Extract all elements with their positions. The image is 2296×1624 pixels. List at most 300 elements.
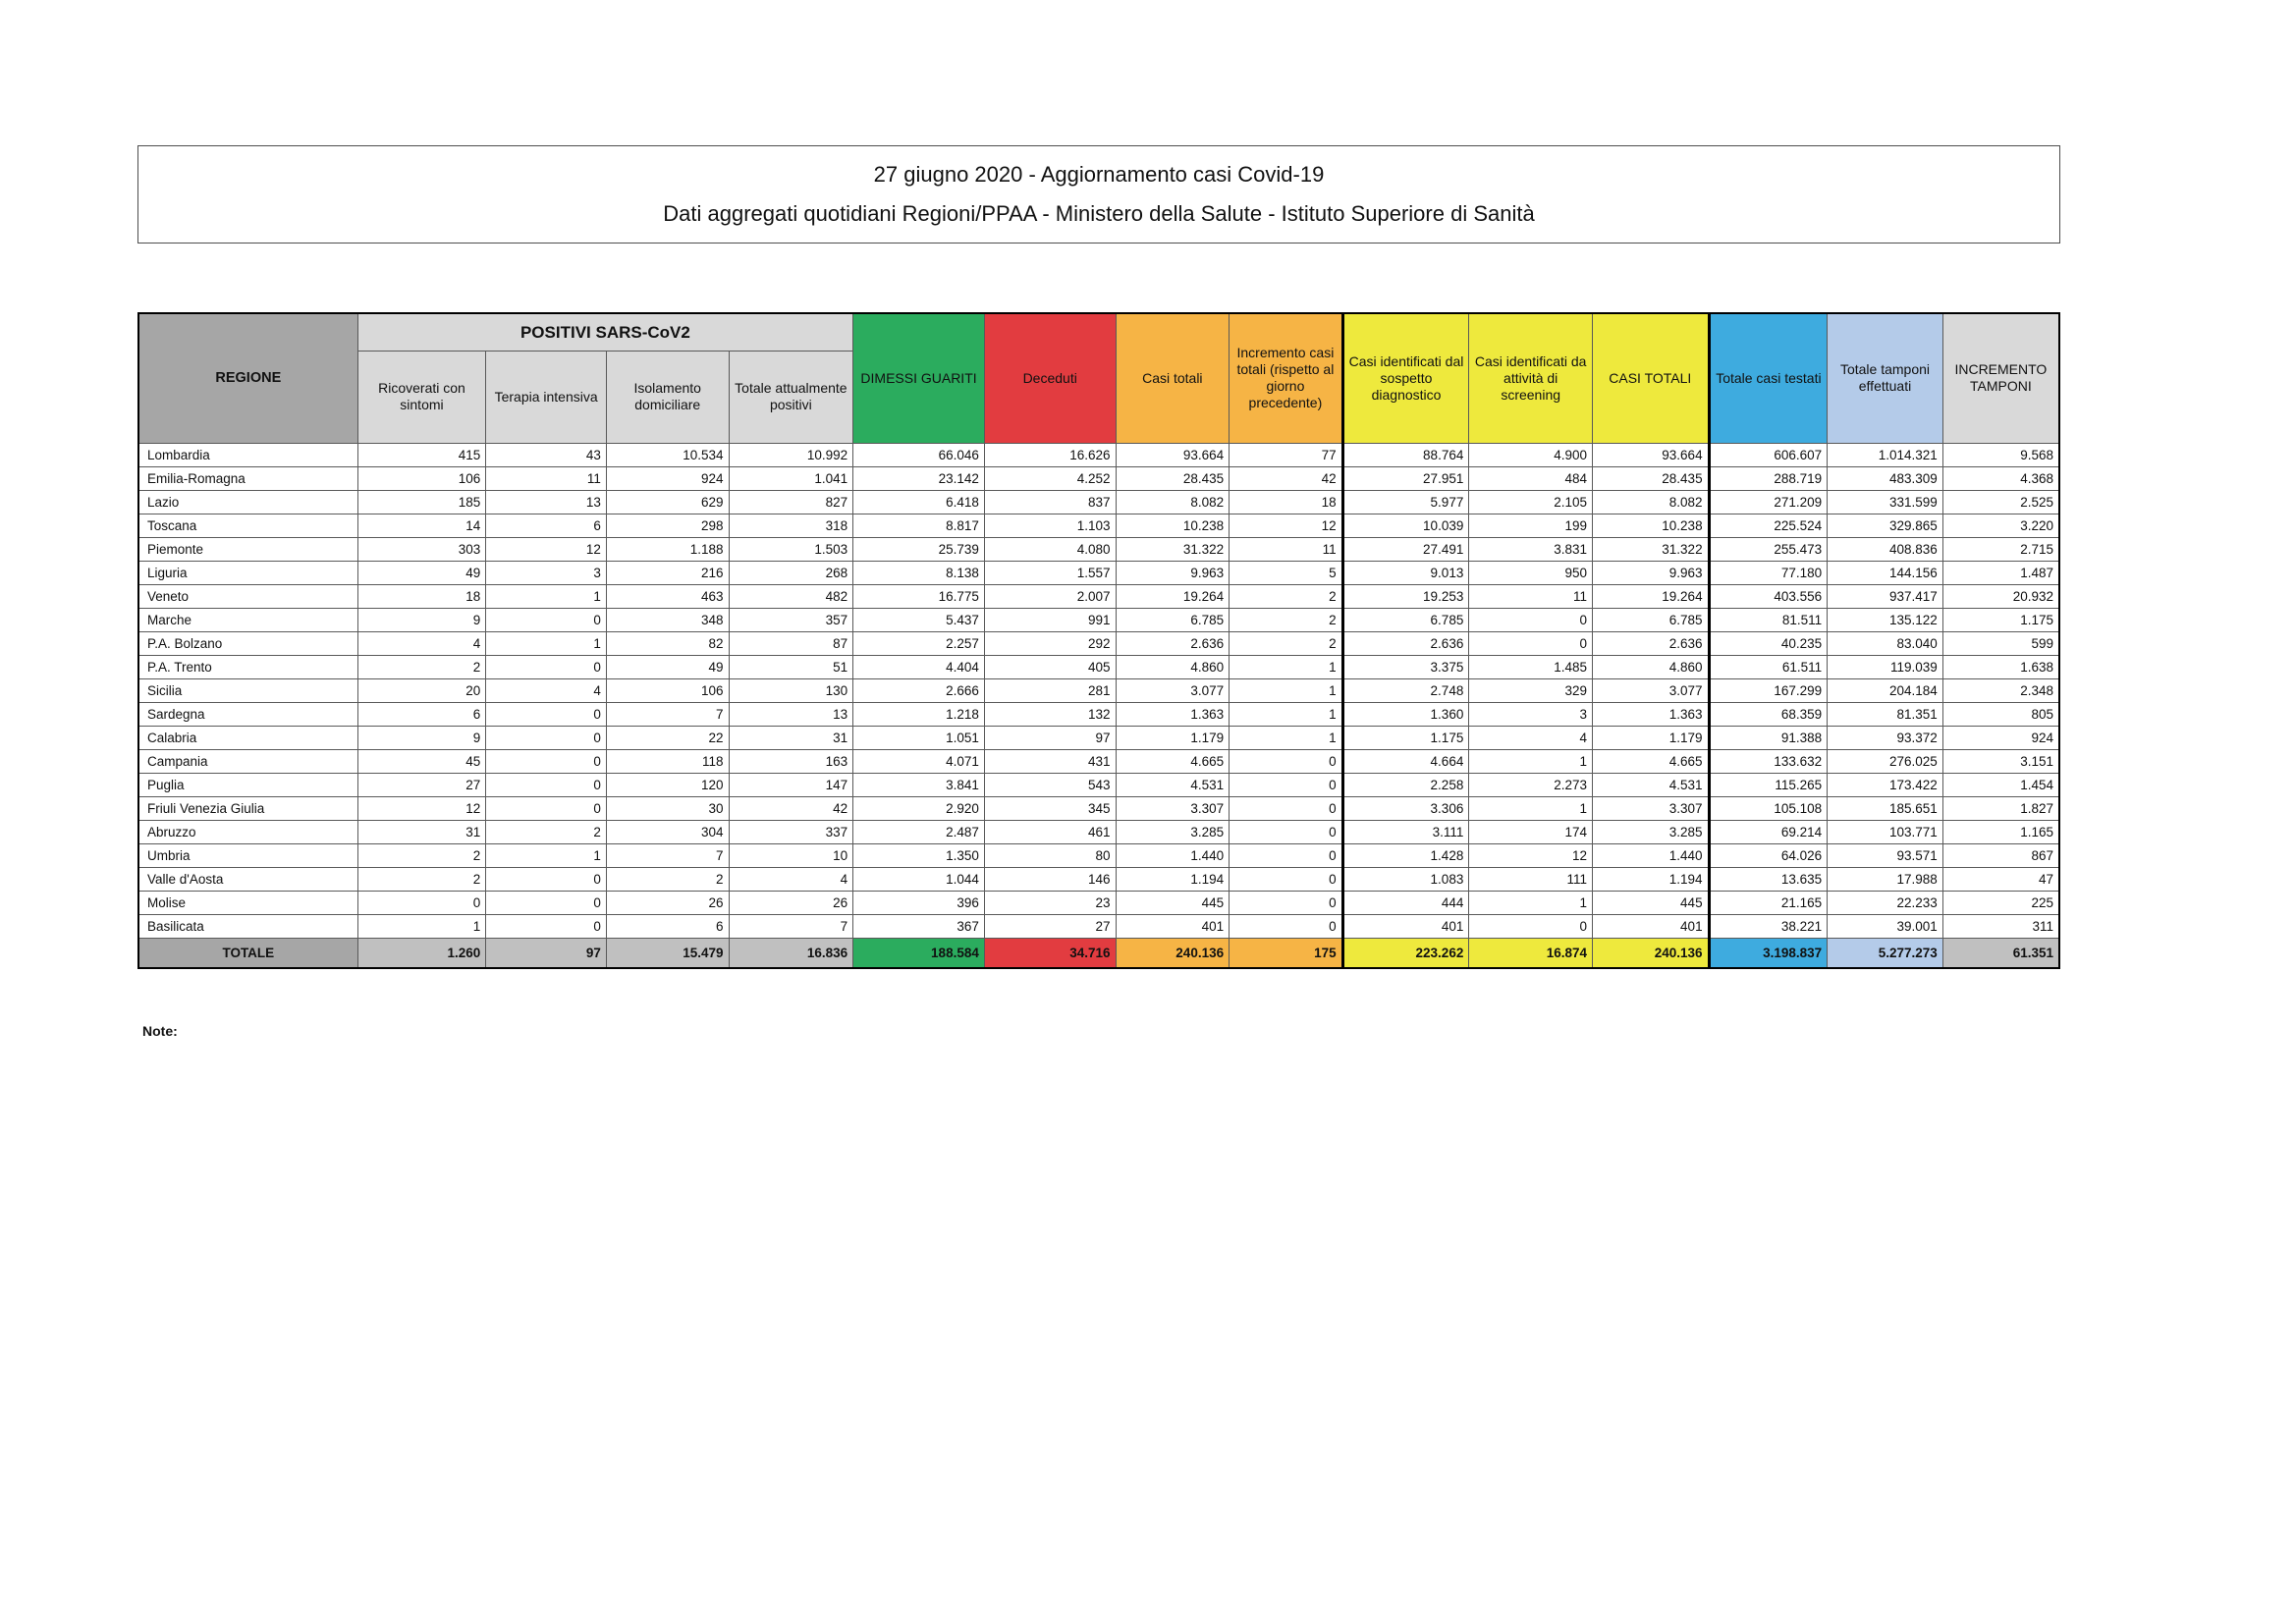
value-cell: 61.511 — [1709, 655, 1828, 678]
value-cell: 10.039 — [1342, 514, 1469, 537]
value-cell: 19.253 — [1342, 584, 1469, 608]
value-cell: 11 — [1469, 584, 1593, 608]
value-cell: 6 — [486, 514, 607, 537]
region-cell: Valle d'Aosta — [138, 867, 357, 891]
value-cell: 1 — [1469, 796, 1593, 820]
value-cell: 11 — [486, 466, 607, 490]
table-row — [138, 584, 2059, 608]
value-cell: 66.046 — [853, 443, 985, 466]
region-cell: Toscana — [138, 514, 357, 537]
header-isolamento-domiciliare: Isolamento domiciliare — [606, 351, 729, 443]
value-cell: 28.435 — [1592, 466, 1709, 490]
value-cell: 135.122 — [1828, 608, 1943, 631]
value-cell: 97 — [984, 726, 1116, 749]
value-cell: 81.511 — [1709, 608, 1828, 631]
value-cell: 106 — [357, 466, 486, 490]
value-cell: 31 — [729, 726, 853, 749]
value-cell: 21.165 — [1709, 891, 1828, 914]
value-cell: 9 — [357, 726, 486, 749]
region-cell: Marche — [138, 608, 357, 631]
value-cell: 2 — [486, 820, 607, 843]
value-cell: 2.007 — [984, 584, 1116, 608]
value-cell: 345 — [984, 796, 1116, 820]
value-cell: 3.841 — [853, 773, 985, 796]
value-cell: 396 — [853, 891, 985, 914]
value-cell: 0 — [1469, 631, 1593, 655]
value-cell: 83.040 — [1828, 631, 1943, 655]
table-row — [138, 843, 2059, 867]
table-row — [138, 914, 2059, 938]
table-row — [138, 867, 2059, 891]
value-cell: 19.264 — [1116, 584, 1230, 608]
value-cell: 0 — [357, 891, 486, 914]
value-cell: 0 — [1230, 891, 1343, 914]
value-cell: 303 — [357, 537, 486, 561]
value-cell: 4.080 — [984, 537, 1116, 561]
value-cell: 6.785 — [1592, 608, 1709, 631]
totale-value-cell: 16.836 — [729, 938, 853, 968]
value-cell: 163 — [729, 749, 853, 773]
header-deceduti: Deceduti — [984, 313, 1116, 443]
value-cell: 119.039 — [1828, 655, 1943, 678]
value-cell: 483.309 — [1828, 466, 1943, 490]
value-cell: 132 — [984, 702, 1116, 726]
value-cell: 444 — [1342, 891, 1469, 914]
region-cell: Emilia-Romagna — [138, 466, 357, 490]
value-cell: 19.264 — [1592, 584, 1709, 608]
value-cell: 10.238 — [1592, 514, 1709, 537]
value-cell: 2.487 — [853, 820, 985, 843]
header-group-positivi: POSITIVI SARS-CoV2 — [357, 313, 853, 351]
value-cell: 2.748 — [1342, 678, 1469, 702]
totale-value-cell: 3.198.837 — [1709, 938, 1828, 968]
value-cell: 3.077 — [1116, 678, 1230, 702]
value-cell: 4 — [1469, 726, 1593, 749]
value-cell: 3 — [1469, 702, 1593, 726]
header-casi-screening: Casi identificati da attività di screening — [1469, 313, 1593, 443]
value-cell: 304 — [606, 820, 729, 843]
region-cell: Calabria — [138, 726, 357, 749]
value-cell: 3.285 — [1116, 820, 1230, 843]
value-cell: 77.180 — [1709, 561, 1828, 584]
value-cell: 4.900 — [1469, 443, 1593, 466]
value-cell: 43 — [486, 443, 607, 466]
table-row — [138, 726, 2059, 749]
value-cell: 9.963 — [1116, 561, 1230, 584]
value-cell: 1.440 — [1592, 843, 1709, 867]
value-cell: 0 — [1230, 796, 1343, 820]
value-cell: 4 — [486, 678, 607, 702]
table-row — [138, 631, 2059, 655]
value-cell: 1 — [1230, 726, 1343, 749]
value-cell: 1.454 — [1942, 773, 2059, 796]
value-cell: 0 — [486, 726, 607, 749]
value-cell: 42 — [729, 796, 853, 820]
value-cell: 0 — [486, 891, 607, 914]
value-cell: 543 — [984, 773, 1116, 796]
value-cell: 2.636 — [1592, 631, 1709, 655]
totale-value-cell: 240.136 — [1116, 938, 1230, 968]
value-cell: 115.265 — [1709, 773, 1828, 796]
value-cell: 1 — [1230, 702, 1343, 726]
value-cell: 431 — [984, 749, 1116, 773]
value-cell: 91.388 — [1709, 726, 1828, 749]
value-cell: 17.988 — [1828, 867, 1943, 891]
value-cell: 0 — [1469, 608, 1593, 631]
value-cell: 0 — [486, 608, 607, 631]
value-cell: 3.285 — [1592, 820, 1709, 843]
value-cell: 1.175 — [1342, 726, 1469, 749]
value-cell: 2 — [1230, 608, 1343, 631]
value-cell: 6.785 — [1342, 608, 1469, 631]
region-cell: Sardegna — [138, 702, 357, 726]
header-incremento-casi: Incremento casi totali (rispetto al giorno precedente) — [1230, 313, 1343, 443]
header-dimessi-guariti: DIMESSI GUARITI — [853, 313, 985, 443]
value-cell: 49 — [606, 655, 729, 678]
header-casi-totali: Casi totali — [1116, 313, 1230, 443]
value-cell: 255.473 — [1709, 537, 1828, 561]
value-cell: 288.719 — [1709, 466, 1828, 490]
value-cell: 3.375 — [1342, 655, 1469, 678]
table-row — [138, 796, 2059, 820]
value-cell: 2.636 — [1116, 631, 1230, 655]
value-cell: 13 — [729, 702, 853, 726]
value-cell: 415 — [357, 443, 486, 466]
value-cell: 204.184 — [1828, 678, 1943, 702]
value-cell: 27.951 — [1342, 466, 1469, 490]
value-cell: 357 — [729, 608, 853, 631]
value-cell: 0 — [486, 796, 607, 820]
header-ricoverati-sintomi: Ricoverati con sintomi — [357, 351, 486, 443]
value-cell: 3.111 — [1342, 820, 1469, 843]
value-cell: 401 — [1342, 914, 1469, 938]
value-cell: 463 — [606, 584, 729, 608]
value-cell: 3 — [486, 561, 607, 584]
value-cell: 11 — [1230, 537, 1343, 561]
value-cell: 0 — [486, 749, 607, 773]
value-cell: 0 — [486, 702, 607, 726]
totale-value-cell: 1.260 — [357, 938, 486, 968]
value-cell: 82 — [606, 631, 729, 655]
value-cell: 2 — [1230, 584, 1343, 608]
region-cell: Sicilia — [138, 678, 357, 702]
header-regione: REGIONE — [138, 313, 357, 443]
value-cell: 1.350 — [853, 843, 985, 867]
value-cell: 20.932 — [1942, 584, 2059, 608]
header-totale-tamponi: Totale tamponi effettuati — [1828, 313, 1943, 443]
value-cell: 16.626 — [984, 443, 1116, 466]
value-cell: 81.351 — [1828, 702, 1943, 726]
region-cell: Molise — [138, 891, 357, 914]
value-cell: 924 — [1942, 726, 2059, 749]
totale-value-cell: 34.716 — [984, 938, 1116, 968]
value-cell: 2 — [357, 867, 486, 891]
value-cell: 4.664 — [1342, 749, 1469, 773]
report-subtitle: Dati aggregati quotidiani Regioni/PPAA - Ministero della Salute - Istituto Superiore di Sanità — [663, 201, 1535, 227]
value-cell: 68.359 — [1709, 702, 1828, 726]
value-cell: 147 — [729, 773, 853, 796]
value-cell: 6 — [357, 702, 486, 726]
value-cell: 0 — [1230, 820, 1343, 843]
value-cell: 69.214 — [1709, 820, 1828, 843]
table-row — [138, 678, 2059, 702]
value-cell: 28.435 — [1116, 466, 1230, 490]
value-cell: 1.041 — [729, 466, 853, 490]
value-cell: 30 — [606, 796, 729, 820]
value-cell: 8.817 — [853, 514, 985, 537]
value-cell: 0 — [1230, 867, 1343, 891]
value-cell: 51 — [729, 655, 853, 678]
value-cell: 1 — [1469, 749, 1593, 773]
totale-value-cell: 15.479 — [606, 938, 729, 968]
value-cell: 924 — [606, 466, 729, 490]
value-cell: 599 — [1942, 631, 2059, 655]
value-cell: 4.531 — [1592, 773, 1709, 796]
value-cell: 9.568 — [1942, 443, 2059, 466]
value-cell: 1.827 — [1942, 796, 2059, 820]
table-row — [138, 749, 2059, 773]
value-cell: 3.307 — [1116, 796, 1230, 820]
value-cell: 1 — [1469, 891, 1593, 914]
value-cell: 9.013 — [1342, 561, 1469, 584]
value-cell: 31.322 — [1116, 537, 1230, 561]
region-cell: Friuli Venezia Giulia — [138, 796, 357, 820]
value-cell: 4.665 — [1116, 749, 1230, 773]
header-totale-attualmente-positivi: Totale attualmente positivi — [729, 351, 853, 443]
value-cell: 2.105 — [1469, 490, 1593, 514]
value-cell: 8.138 — [853, 561, 985, 584]
table-row — [138, 608, 2059, 631]
value-cell: 4.404 — [853, 655, 985, 678]
value-cell: 1.428 — [1342, 843, 1469, 867]
totale-value-cell: 223.262 — [1342, 938, 1469, 968]
totale-label-cell: TOTALE — [138, 938, 357, 968]
value-cell: 5 — [1230, 561, 1343, 584]
value-cell: 4.860 — [1116, 655, 1230, 678]
value-cell: 10.992 — [729, 443, 853, 466]
value-cell: 1 — [1230, 678, 1343, 702]
table-row — [138, 537, 2059, 561]
value-cell: 4.665 — [1592, 749, 1709, 773]
region-cell: Piemonte — [138, 537, 357, 561]
value-cell: 1.165 — [1942, 820, 2059, 843]
value-cell: 42 — [1230, 466, 1343, 490]
value-cell: 2.636 — [1342, 631, 1469, 655]
region-cell: Lazio — [138, 490, 357, 514]
totale-value-cell: 175 — [1230, 938, 1343, 968]
value-cell: 1.194 — [1592, 867, 1709, 891]
value-cell: 4.860 — [1592, 655, 1709, 678]
value-cell: 93.571 — [1828, 843, 1943, 867]
value-cell: 403.556 — [1709, 584, 1828, 608]
totale-value-cell: 188.584 — [853, 938, 985, 968]
value-cell: 461 — [984, 820, 1116, 843]
value-cell: 4 — [357, 631, 486, 655]
value-cell: 173.422 — [1828, 773, 1943, 796]
value-cell: 1.194 — [1116, 867, 1230, 891]
value-cell: 1.557 — [984, 561, 1116, 584]
totale-value-cell: 16.874 — [1469, 938, 1593, 968]
table-row — [138, 655, 2059, 678]
value-cell: 4.252 — [984, 466, 1116, 490]
value-cell: 39.001 — [1828, 914, 1943, 938]
value-cell: 606.607 — [1709, 443, 1828, 466]
value-cell: 199 — [1469, 514, 1593, 537]
value-cell: 93.372 — [1828, 726, 1943, 749]
report-title-box — [137, 145, 2060, 244]
value-cell: 0 — [1230, 749, 1343, 773]
value-cell: 1.175 — [1942, 608, 2059, 631]
value-cell: 23.142 — [853, 466, 985, 490]
value-cell: 225 — [1942, 891, 2059, 914]
value-cell: 8.082 — [1116, 490, 1230, 514]
value-cell: 174 — [1469, 820, 1593, 843]
value-cell: 1.487 — [1942, 561, 2059, 584]
value-cell: 31 — [357, 820, 486, 843]
value-cell: 2 — [357, 843, 486, 867]
table-row — [138, 490, 2059, 514]
value-cell: 4 — [729, 867, 853, 891]
value-cell: 31.322 — [1592, 537, 1709, 561]
region-cell: Liguria — [138, 561, 357, 584]
value-cell: 827 — [729, 490, 853, 514]
value-cell: 3.307 — [1592, 796, 1709, 820]
value-cell: 23 — [984, 891, 1116, 914]
value-cell: 6 — [606, 914, 729, 938]
value-cell: 1.363 — [1592, 702, 1709, 726]
value-cell: 292 — [984, 631, 1116, 655]
value-cell: 167.299 — [1709, 678, 1828, 702]
value-cell: 120 — [606, 773, 729, 796]
value-cell: 0 — [486, 655, 607, 678]
table-row — [138, 891, 2059, 914]
value-cell: 1.440 — [1116, 843, 1230, 867]
value-cell: 25.739 — [853, 537, 985, 561]
value-cell: 6.785 — [1116, 608, 1230, 631]
table-body — [138, 443, 2059, 968]
value-cell: 64.026 — [1709, 843, 1828, 867]
value-cell: 405 — [984, 655, 1116, 678]
value-cell: 2.257 — [853, 631, 985, 655]
value-cell: 0 — [1230, 843, 1343, 867]
value-cell: 2.920 — [853, 796, 985, 820]
value-cell: 18 — [357, 584, 486, 608]
value-cell: 298 — [606, 514, 729, 537]
value-cell: 111 — [1469, 867, 1593, 891]
value-cell: 3.077 — [1592, 678, 1709, 702]
value-cell: 133.632 — [1709, 749, 1828, 773]
value-cell: 1.218 — [853, 702, 985, 726]
region-cell: P.A. Bolzano — [138, 631, 357, 655]
value-cell: 2.525 — [1942, 490, 2059, 514]
table-row — [138, 443, 2059, 466]
value-cell: 26 — [729, 891, 853, 914]
value-cell: 20 — [357, 678, 486, 702]
value-cell: 225.524 — [1709, 514, 1828, 537]
value-cell: 0 — [1230, 773, 1343, 796]
value-cell: 27 — [984, 914, 1116, 938]
value-cell: 271.209 — [1709, 490, 1828, 514]
value-cell: 146 — [984, 867, 1116, 891]
value-cell: 276.025 — [1828, 749, 1943, 773]
value-cell: 7 — [729, 914, 853, 938]
value-cell: 26 — [606, 891, 729, 914]
value-cell: 9.963 — [1592, 561, 1709, 584]
value-cell: 445 — [1116, 891, 1230, 914]
value-cell: 14 — [357, 514, 486, 537]
totale-value-cell: 61.351 — [1942, 938, 2059, 968]
value-cell: 329.865 — [1828, 514, 1943, 537]
value-cell: 7 — [606, 702, 729, 726]
value-cell: 4.531 — [1116, 773, 1230, 796]
value-cell: 1.103 — [984, 514, 1116, 537]
value-cell: 77 — [1230, 443, 1343, 466]
note-label: Note: — [142, 1023, 178, 1039]
value-cell: 12 — [1469, 843, 1593, 867]
value-cell: 1.363 — [1116, 702, 1230, 726]
value-cell: 329 — [1469, 678, 1593, 702]
value-cell: 629 — [606, 490, 729, 514]
value-cell: 105.108 — [1709, 796, 1828, 820]
totale-value-cell: 5.277.273 — [1828, 938, 1943, 968]
value-cell: 805 — [1942, 702, 2059, 726]
value-cell: 937.417 — [1828, 584, 1943, 608]
value-cell: 2 — [1230, 631, 1343, 655]
header-incremento-tamponi: INCREMENTO TAMPONI — [1942, 313, 2059, 443]
value-cell: 1.014.321 — [1828, 443, 1943, 466]
value-cell: 106 — [606, 678, 729, 702]
value-cell: 45 — [357, 749, 486, 773]
value-cell: 1.638 — [1942, 655, 2059, 678]
covid-data-table — [137, 312, 2060, 969]
value-cell: 38.221 — [1709, 914, 1828, 938]
value-cell: 130 — [729, 678, 853, 702]
region-cell: Basilicata — [138, 914, 357, 938]
value-cell: 1 — [486, 631, 607, 655]
report-title: 27 giugno 2020 - Aggiornamento casi Covid-19 — [873, 161, 1325, 187]
value-cell: 991 — [984, 608, 1116, 631]
table-row — [138, 702, 2059, 726]
value-cell: 27 — [357, 773, 486, 796]
value-cell: 2.715 — [1942, 537, 2059, 561]
header-casi-sospetto-diagnostico: Casi identificati dal sospetto diagnostico — [1342, 313, 1469, 443]
value-cell: 318 — [729, 514, 853, 537]
value-cell: 0 — [486, 914, 607, 938]
value-cell: 867 — [1942, 843, 2059, 867]
value-cell: 1.044 — [853, 867, 985, 891]
table-row — [138, 773, 2059, 796]
value-cell: 445 — [1592, 891, 1709, 914]
value-cell: 10.238 — [1116, 514, 1230, 537]
value-cell: 12 — [1230, 514, 1343, 537]
table-row — [138, 561, 2059, 584]
value-cell: 10 — [729, 843, 853, 867]
value-cell: 5.977 — [1342, 490, 1469, 514]
region-cell: Puglia — [138, 773, 357, 796]
region-cell: Umbria — [138, 843, 357, 867]
value-cell: 348 — [606, 608, 729, 631]
value-cell: 1.179 — [1592, 726, 1709, 749]
value-cell: 2 — [357, 655, 486, 678]
value-cell: 484 — [1469, 466, 1593, 490]
value-cell: 3.151 — [1942, 749, 2059, 773]
header-terapia-intensiva: Terapia intensiva — [486, 351, 607, 443]
value-cell: 401 — [1116, 914, 1230, 938]
value-cell: 185.651 — [1828, 796, 1943, 820]
value-cell: 8.082 — [1592, 490, 1709, 514]
table-row — [138, 514, 2059, 537]
value-cell: 87 — [729, 631, 853, 655]
